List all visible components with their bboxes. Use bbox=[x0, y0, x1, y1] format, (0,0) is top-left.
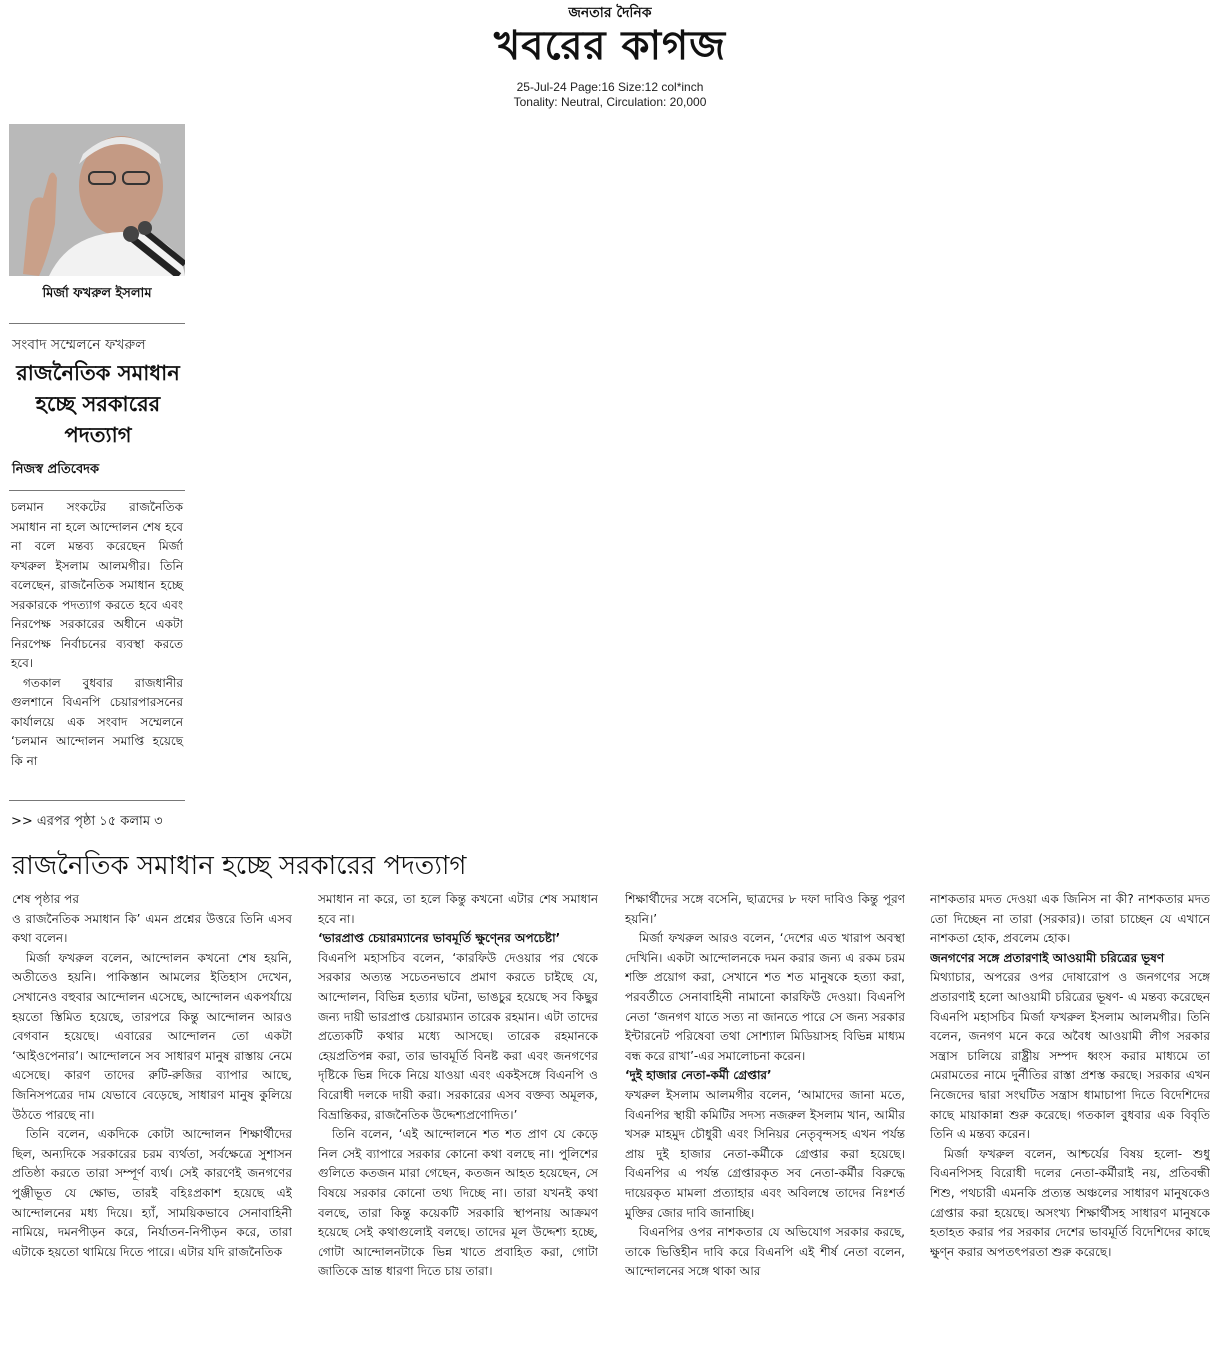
article-paragraph: মিথ্যাচার, অপরের ওপর দোষারোপ ও জনগণের সঙ্গে প্রতারণাই হলো আওয়ামী চরিত্রের ভূষণ- এ মন্তব্য করেছেন বিএনপি মহাসচিব মির্জা ফখরুল ইসলাম আলমগীর। তিনি বলেন, জনগণ মনে করে অবৈধ আওয়ামী লীগ সরকার সন্ত্রাস চালিয়ে রাষ্ট্রীয় সম্পদ ধ্বংস করার মাধ্যমে তা মেরামতের নামে দুর্নীতির রাস্তা প্রশস্ত করছে। সরকার এখন নিজেদের দ্বারা সংঘটিত সন্ত্রাস ধামাচাপা দিতে বিদেশিদের কাছে মায়াকান্না শুরু করেছে। গতকাল বুধবার এক বিবৃতি তিনি এ মন্তব্য করেন। bbox=[930, 970, 1210, 1142]
article-column-4 bbox=[930, 890, 1210, 1345]
photo-caption: মির্জা ফখরুল ইসলাম bbox=[42, 286, 152, 301]
article-paragraph: শিক্ষার্থীদের সঙ্গে বসেনি, ছাত্রদের ৮ দফা দাবিও কিন্তু পূরণ হয়নি।’ bbox=[625, 892, 905, 926]
portrait-image bbox=[9, 124, 185, 276]
subheading: জনগণের সঙ্গে প্রতারণাই আওয়ামী চরিত্রের ভূষণ bbox=[930, 950, 1165, 965]
divider bbox=[9, 323, 185, 324]
headline: রাজনৈতিক সমাধান হচ্ছে সরকারের পদত্যাগ bbox=[16, 361, 180, 447]
byline: নিজস্ব প্রতিবেদক bbox=[12, 462, 100, 477]
article-paragraph: নাশকতার মদত দেওয়া এক জিনিস না কী? নাশকতার মদত তো দিচ্ছেন না তারা (সরকার)। তারা চাচ্ছেন যে এখানে নাশকতা হোক, প্রবলেম হোক। bbox=[930, 892, 1210, 946]
divider bbox=[9, 490, 185, 491]
article-paragraph: তিনি বলেন, ‘এই আন্দোলনে শত শত প্রাণ যে কেড়ে নিল সেই ব্যাপারে সরকার কোনো কথা বলছে না। পুলিশের গুলিতে কতজন মারা গেছেন, কতজন আহত হয়েছেন, সে বিষয়ে সরকার কোনো তথ্য দিচ্ছে না। তারা যখনই কথা বলছে, তারা কিন্তু কয়েকটি সরকারি স্থাপনায় আক্রমণ হয়েছে সেই কথাগুলোই বলছে। তাদের মূল উদ্দেশ্য হচ্ছে, গোটা আন্দোলনটাকে ভিন্ন খাতে প্রবাহিত করা, গোটা জাতিকে ভ্রান্ত ধারণা দিতে চায় তারা। bbox=[318, 1127, 598, 1279]
article-paragraph: মির্জা ফখরুল আরও বলেন, ‘দেশের এত খারাপ অবস্থা দেখিনি। একটা আন্দোলনকে দমন করার জন্য এ রকম চরম শক্তি প্রয়োগ করা, সেখানে শত শত মানুষকে হত্যা করা, পরবর্তীতে সেনাবাহিনী নামানো কারফিউ দেওয়া। বিএনপি নেতা ‘জনগণ যাতে সত্য না জানতে পারে সে জন্য সরকার ইন্টারনেট পরিষেবা তথা সোশ্যাল মিডিয়াসহ বিভিন্ন মাধ্যম বন্ধ করে রাখা’-এর সমালোচনা করেন। bbox=[625, 931, 905, 1063]
continuation-headline: রাজনৈতিক সমাধান হচ্ছে সরকারের পদত্যাগ bbox=[12, 851, 467, 881]
article-paragraph: ফখরুল ইসলাম আলমগীর বলেন, ‘আমাদের জানা মতে, বিএনপির স্থায়ী কমিটির সদস্য নজরুল ইসলাম খান, আমীর খসরু মাহমুদ চৌধুরী এবং সিনিয়র নেতৃবৃন্দসহ এখন পর্যন্ত প্রায় দুই হাজার নেতা-কর্মীকে গ্রেপ্তার করা হয়েছে। বিএনপির এ পর্যন্ত গ্রেপ্তারকৃত সব নেতা-কর্মীর বিরুদ্ধে দায়েরকৃত মামলা প্রত্যাহার এবং অবিলম্বে তাদের নিঃশর্ত মুক্তির জোর দাবি জানাচ্ছি। bbox=[625, 1087, 905, 1220]
kicker: সংবাদ সম্মেলনে ফখরুল bbox=[12, 337, 146, 353]
article-paragraph: সমাধান না করে, তা হলে কিন্তু কখনো এটার শেষ সমাধান হবে না। bbox=[318, 892, 598, 926]
continuation-jump: >> এরপর পৃষ্ঠা ১৫ কলাম ৩ bbox=[11, 814, 163, 829]
article-paragraph: মির্জা ফখরুল বলেন, আন্দোলন কখনো শেষ হয়নি, অতীতেও হয়নি। পাকিস্তান আমলের ইতিহাস দেখেন, সেখানেও বহুবার আন্দোলন এসেছে, আন্দোলন একপর্যায়ে হয়তো স্তিমিত হয়েছে, তারপরে কিন্তু আন্দোলন আরও বেগবান হয়েছে। এবারের আন্দোলন তো একটা ‘আইওপেনার’। আন্দোলনে সব সাধারণ মানুষ রাস্তায় নেমে এসেছে। কারণ তাদের রুটি-রুজির ব্যাপার আছে, জিনিসপত্রের দাম যেভাবে বেড়েছে, সাধারণ মানুষ কুলিয়ে উঠতে পারছে না। bbox=[12, 950, 292, 1122]
clipping-meta bbox=[430, 80, 790, 110]
portrait-photo bbox=[9, 124, 185, 276]
article-column-2 bbox=[318, 890, 598, 1345]
lead-paragraph: চলমান সংকটের রাজনৈতিক সমাধান না হলে আন্দোলন শেষ হবে না বলে মন্তব্য করেছেন মির্জা ফখরুল ইসলাম আলমগীর। তিনি বলেছেন, রাজনৈতিক সমাধান হচ্ছে সরকারকে পদত্যাগ করতে হবে এবং নিরপেক্ষ সরকারের অধীনে একটা নিরপেক্ষ নির্বাচনের ব্যবস্থা করতে হবে। bbox=[11, 500, 183, 670]
article-column-3 bbox=[625, 890, 905, 1345]
lead-article bbox=[11, 498, 183, 771]
continued-from-label: শেষ পৃষ্ঠার পর bbox=[12, 892, 80, 906]
article-paragraph: বিএনপির ওপর নাশকতার যে অভিযোগ সরকার করছে, তাকে ভিত্তিহীন দাবি করে বিএনপি এই শীর্ষ নেতা বলেন, আন্দোলনের সঙ্গে থাকা আর bbox=[625, 1225, 905, 1279]
article-paragraph: বিএনপি মহাসচিব বলেন, ‘কারফিউ দেওয়ার পর থেকে সরকার অত্যন্ত সচেতনভাবে প্রমাণ করতে চাইছে যে, আন্দোলন, বিভিন্ন হত্যার ঘটনা, ভাঙচুর হয়েছে সব কিছুর জন্য দায়ী ভারপ্রাপ্ত চেয়ারম্যান তারেক রহমান। এটা তাদের প্রত্যেকটি কথার মধ্যে আসছে। তারেক রহমানকে হেয়প্রতিপন্ন করা, তার ভাবমূর্তি বিনষ্ট করা এবং জনগণের দৃষ্টিকে ভিন্ন দিকে নিয়ে যাওয়া এবং একইসঙ্গে বিএনপি ও বিরোধী দলকে দায়ী করা। সরকারের এসব বক্তব্য অমূলক, বিভ্রান্তিকর, রাজনৈতিক উদ্দেশ্যপ্রণোদিত।’ bbox=[318, 950, 598, 1122]
article-paragraph: ও রাজনৈতিক সমাধান কি’ এমন প্রশ্নের উত্তরে তিনি এসব কথা বলেন। bbox=[12, 911, 292, 946]
divider bbox=[9, 800, 185, 801]
article-paragraph: মির্জা ফখরুল বলেন, আশ্চর্যের বিষয় হলো- শুধু বিএনপিসহ বিরোধী দলের নেতা-কর্মীরাই নয়, প্রতিবন্ধী শিশু, পথচারী এমনকি প্রত্যন্ত অঞ্চলের সাধারণ মানুষকেও গ্রেপ্তার করা হয়েছে। অসংখ্য শিক্ষার্থীসহ সাধারণ মানুষকে হতাহত করার পর সরকার দেশের ভাবমূর্তি বিদেশিদের কাছে ক্ষুণ্ন করার অপতৎপরতা শুরু করেছে। bbox=[930, 1146, 1210, 1259]
subheading: ‘দুই হাজার নেতা-কর্মী গ্রেপ্তার’ bbox=[625, 1068, 772, 1083]
subheading: ‘ভারপ্রাপ্ত চেয়ারম্যানের ভাবমূর্তি ক্ষুণ্নের অপচেষ্টা’ bbox=[318, 931, 561, 946]
lead-paragraph: গতকাল বুধবার রাজধানীর গুলশানে বিএনপি চেয়ারপারসনের কার্যালয়ে এক সংবাদ সম্মেলনে ‘চলমান আন্দোলন সমাপ্তি হয়েছে কি না bbox=[11, 675, 183, 768]
meta-date-page-size: 25-Jul-24 Page:16 Size:12 col*inch bbox=[516, 80, 704, 94]
masthead-name: খবরের কাগজ bbox=[493, 23, 727, 69]
meta-tonality-circulation: Tonality: Neutral, Circulation: 20,000 bbox=[513, 95, 707, 109]
masthead-tagline: জনতার দৈনিক bbox=[568, 5, 652, 21]
newspaper-masthead bbox=[460, 4, 760, 70]
article-paragraph: তিনি বলেন, একদিকে কোটা আন্দোলন শিক্ষার্থীদের ছিল, অন্যদিকে সরকারের চরম ব্যর্থতা, সর্বক্ষেত্রে সুশাসন প্রতিষ্ঠা করতে তারা সম্পূর্ণ ব্যর্থ। সেই কারণেই জনগণের পুঞ্জীভূত যে ক্ষোভ, তারই বহিঃপ্রকাশ হয়েছে এই আন্দোলনের মধ্য দিয়ে। হ্যাঁ, সাময়িকভাবে সেনাবাহিনী নামিয়ে, দমনপীড়ন করে, নির্যাতন-নিপীড়ন করে, তারা এটাকে হয়তো থামিয়ে দিতে পারে। এটার যদি রাজনৈতিক bbox=[12, 1127, 292, 1259]
article-column-1 bbox=[12, 890, 292, 1345]
